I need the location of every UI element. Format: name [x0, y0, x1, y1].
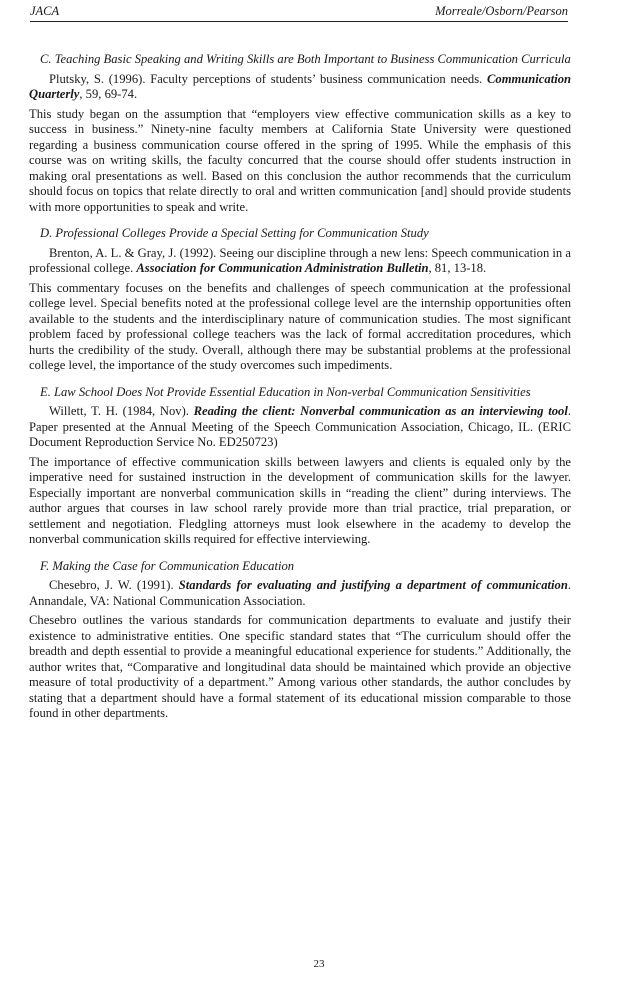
page-number: 23: [313, 958, 325, 970]
section-heading: F. Making the Case for Communication Education: [40, 558, 295, 573]
section-heading: C. Teaching Basic Speaking and Writing Skills are Both Important to Business Communication Curricula: [40, 52, 571, 66]
authors-header: Morreale/Osborn/Pearson: [435, 4, 568, 18]
citation-details: , 59, 69-74.: [79, 87, 138, 101]
section-f: [29, 559, 571, 722]
citation-details: . Paper presented at the Annual Meeting of the Speech Communication Association, Chicago, IL. (ERIC Document Reproduction Service No. ED250723): [29, 404, 571, 449]
section-c: [29, 52, 571, 215]
citation-source: Standards for evaluating and justifying a department of communication: [178, 578, 568, 592]
citation-source: Association for Communication Administration Bulletin: [136, 261, 429, 275]
section-heading: E. Law School Does Not Provide Essential Education in Non-verbal Communication Sensitivities: [40, 384, 531, 399]
section-d: [29, 226, 571, 374]
citation-details: . Annandale, VA: National Communication Association.: [29, 578, 571, 608]
citation: [29, 246, 571, 277]
journal-abbrev: JACA: [30, 4, 60, 18]
section-e: [29, 385, 571, 548]
section-heading: D. Professional Colleges Provide a Special Setting for Communication Study: [40, 226, 429, 240]
abstract: The importance of effective communication skills between lawyers and clients is equaled only by the imperative need for sustained instruction in the development of communication skills for the lawyer. Especially important are nonverbal communication skills in “reading the client” during interviews. The author argues that courses in law school rarely provide more than trial practice, trial preparation, or settlement and negotiation. Fledgling attorneys must look elsewhere in the academy to develop the nonverbal communication skills required for effective interviewing.: [29, 454, 571, 546]
citation-text: Chesebro, J. W. (1991).: [49, 578, 179, 592]
abstract: Chesebro outlines the various standards for communication departments to evaluate and justify their existence to administrative entities. One specific standard states that “The curriculum should offer the breadth and depth essential to provide a meaningful educational experience for students.” Additionally, the author writes that, “Comparative and longitudinal data should be maintained which provide an objective measure of total productivity of a department.” Among various other standards, the author concludes by stating that a department should have a formal statement of its educational mission comparable to those found in other departments.: [29, 613, 571, 720]
citation-details: , 81, 13-18.: [428, 261, 487, 275]
citation: [29, 578, 571, 609]
abstract: This study began on the assumption that “employers view effective communication skills as a key to success in business.” Ninety-nine faculty members at California State University were questioned regarding a business communication course offered in the spring of 1995. While the emphasis of this course was on writing skills, the faculty concurred that the course should offer students instruction in making oral presentations as well. Based on this conclusion the author recommends that the curriculum should focus on topics that relate directly to oral and written communication [and] should provide students with more opportunities to speak and write.: [29, 106, 571, 214]
citation-source: Communication Quarterly: [29, 71, 571, 101]
citation-text: Plutsky, S. (1996). Faculty perceptions of students’ business communication needs.: [49, 71, 488, 86]
abstract: This commentary focuses on the benefits and challenges of speech communication at the professional college level. Special benefits noted at the professional college level are the internship opportunities often available to the students and the interdisciplinary nature of communication studies. The most significant problem faced by professional college teachers was the lack of formal accreditation procedures, which hurts the credibility of the study. Overall, although there may be substantial problems at the professional college level, the importance of the study overcomes such impediments.: [29, 280, 571, 372]
citation-text: Willett, T. H. (1984, Nov).: [49, 404, 194, 418]
page-body: [29, 52, 571, 733]
citation-text: Brenton, A. L. & Gray, J. (1992). Seeing our discipline through a new lens: Speech communication in a professional college.: [29, 245, 571, 275]
citation: [29, 72, 571, 103]
citation: [29, 404, 571, 451]
citation-source: Reading the client: Nonverbal communication as an interviewing tool: [193, 404, 568, 418]
running-header: [30, 4, 568, 22]
